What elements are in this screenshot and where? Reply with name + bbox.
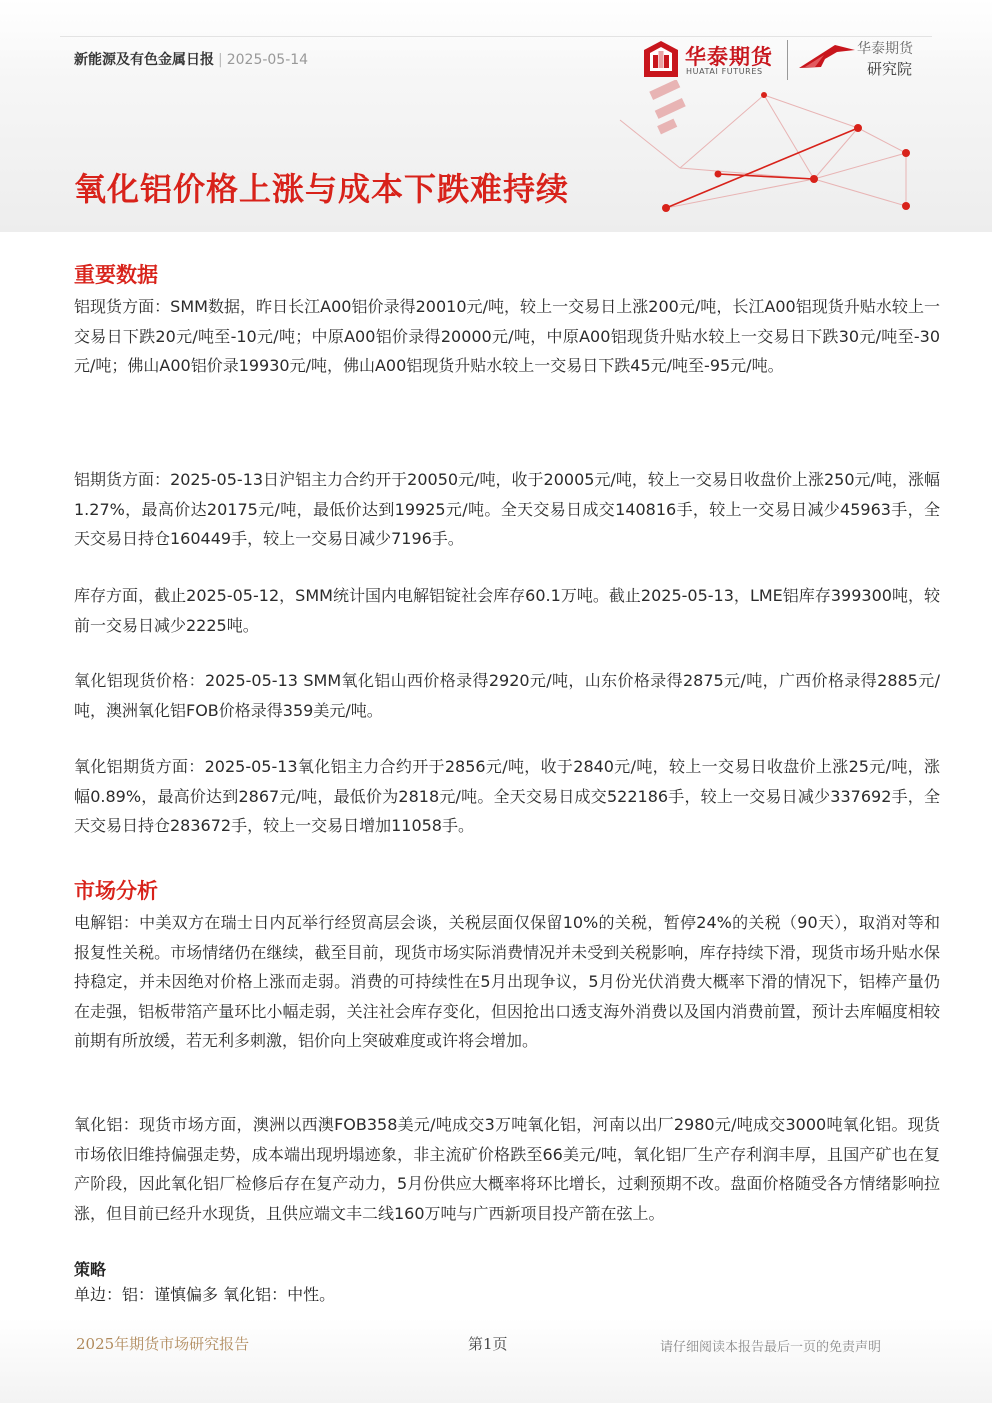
company-name-cn: 华泰期货 xyxy=(685,45,773,69)
paragraph-alumina-analysis: 氧化铝：现货市场方面，澳洲以西澳FOB358美元/吨成交3万吨氧化铝，河南以出厂2980元/吨成交3000吨氧化铝。现货市场依旧维持偏强走势，成本端出现坍塌迹象，非主流矿价格跌至66美元/吨，氧化铝厂生产存利润丰厚，且国产矿也在复产阶段，因此氧化铝厂检修后存在复产动力，5月份供应大概率将环比增长，过剩预期不改。盘面价格随受各方情绪影响拉涨，但目前已经升水现货，且供应端文丰二线160万吨与广西新项目投产箭在弦上。 xyxy=(74,1115,940,1223)
logo-divider xyxy=(787,40,788,80)
disclaimer-note: 请仔细阅读本报告最后一页的免责声明 xyxy=(660,1340,882,1355)
institute-line1: 华泰期货 xyxy=(857,41,913,57)
footer-report-name: 2025年期货市场研究报告 xyxy=(76,1335,250,1353)
report-tag xyxy=(74,49,308,69)
paragraph-aluminum-spot: 铝现货方面：SMM数据，昨日长江A00铝价录得20010元/吨，较上一交易日上涨200元/吨，长江A00铝现货升贴水较上一交易日下跌20元/吨至-10元/吨；中原A00铝价录得20000元/吨，中原A00铝现货升贴水较上一交易日下跌30元/吨至-30元/吨；佛山A00铝价录19930元/吨，佛山A00铝现货升贴水较上一交易日下跌45元/吨至-95元/吨。 xyxy=(74,297,940,375)
paragraph-electrolytic-aluminum: 电解铝：中美双方在瑞士日内瓦举行经贸高层会谈，关税层面仅保留10%的关税，暂停24%的关税（90天），取消对等和报复性关税。市场情绪仍在继续，截至目前，现货市场实际消费情况并未受到关税影响，库存持续下滑，现货市场升贴水保持稳定，并未因绝对价格上涨而走弱。消费的可持续性在5月出现争议，5月份光伏消费大概率下滑的情况下，铝棒产量仍在走强，铝板带箔产量环比小幅走弱，关注社会库存变化，但因抢出口透支海外消费以及国内消费前置，预计去库幅度相较前期有所放缓，若无利多刺激，铝价向上突破难度或许将会增加。 xyxy=(74,913,940,1050)
paragraph-alumina-futures: 氧化铝期货方面：2025-05-13氧化铝主力合约开于2856元/吨，收于2840元/吨，较上一交易日收盘价上涨25元/吨，涨幅0.89%，最高价达到2867元/吨，最低价为2818元/吨。全天交易日成交522186手，较上一交易日减少337692手，全天交易日持仓283672手，较上一交易日增加11058手。 xyxy=(74,757,940,835)
section-heading-key-data: 重要数据 xyxy=(74,263,158,287)
institute-line2: 研究院 xyxy=(867,60,913,78)
strategy-text: 单边：铝：谨慎偏多 氧化铝：中性。 xyxy=(74,1285,336,1304)
header-rule xyxy=(60,36,932,37)
report-name: 新能源及有色金属日报 xyxy=(74,52,214,68)
institute-logo xyxy=(797,40,927,80)
report-separator: | xyxy=(218,52,223,68)
footer-band xyxy=(0,1318,992,1403)
company-name-en: HUATAI FUTURES xyxy=(686,67,763,76)
section-heading-market-analysis: 市场分析 xyxy=(74,879,158,903)
page-title: 氧化铝价格上涨与成本下跌难持续 xyxy=(74,170,570,208)
institute-bird-icon xyxy=(797,42,857,72)
paragraph-aluminum-futures: 铝期货方面：2025-05-13日沪铝主力合约开于20050元/吨，收于20005元/吨，较上一交易日收盘价上涨250元/吨，涨幅1.27%，最高价达20175元/吨，最低价达到19925元/吨。全天交易日成交140816手，较上一交易日减少45963手，全天交易日持仓160449手，较上一交易日减少7196手。 xyxy=(74,470,940,548)
huatai-logo-icon xyxy=(643,40,679,78)
paragraph-alumina-spot: 氧化铝现货价格：2025-05-13 SMM氧化铝山西价格录得2920元/吨，山东价格录得2875元/吨，广西价格录得2885元/吨，澳洲氧化铝FOB价格录得359美元/吨。 xyxy=(74,671,940,720)
paragraph-inventory: 库存方面，截止2025-05-12，SMM统计国内电解铝锭社会库存60.1万吨。截止2025-05-13，LME铝库存399300吨，较前一交易日减少2225吨。 xyxy=(74,586,940,635)
network-decoration xyxy=(600,80,992,232)
strategy-heading: 策略 xyxy=(74,1260,107,1279)
report-date: 2025-05-14 xyxy=(226,52,309,68)
page-number: 第1页 xyxy=(468,1335,508,1353)
